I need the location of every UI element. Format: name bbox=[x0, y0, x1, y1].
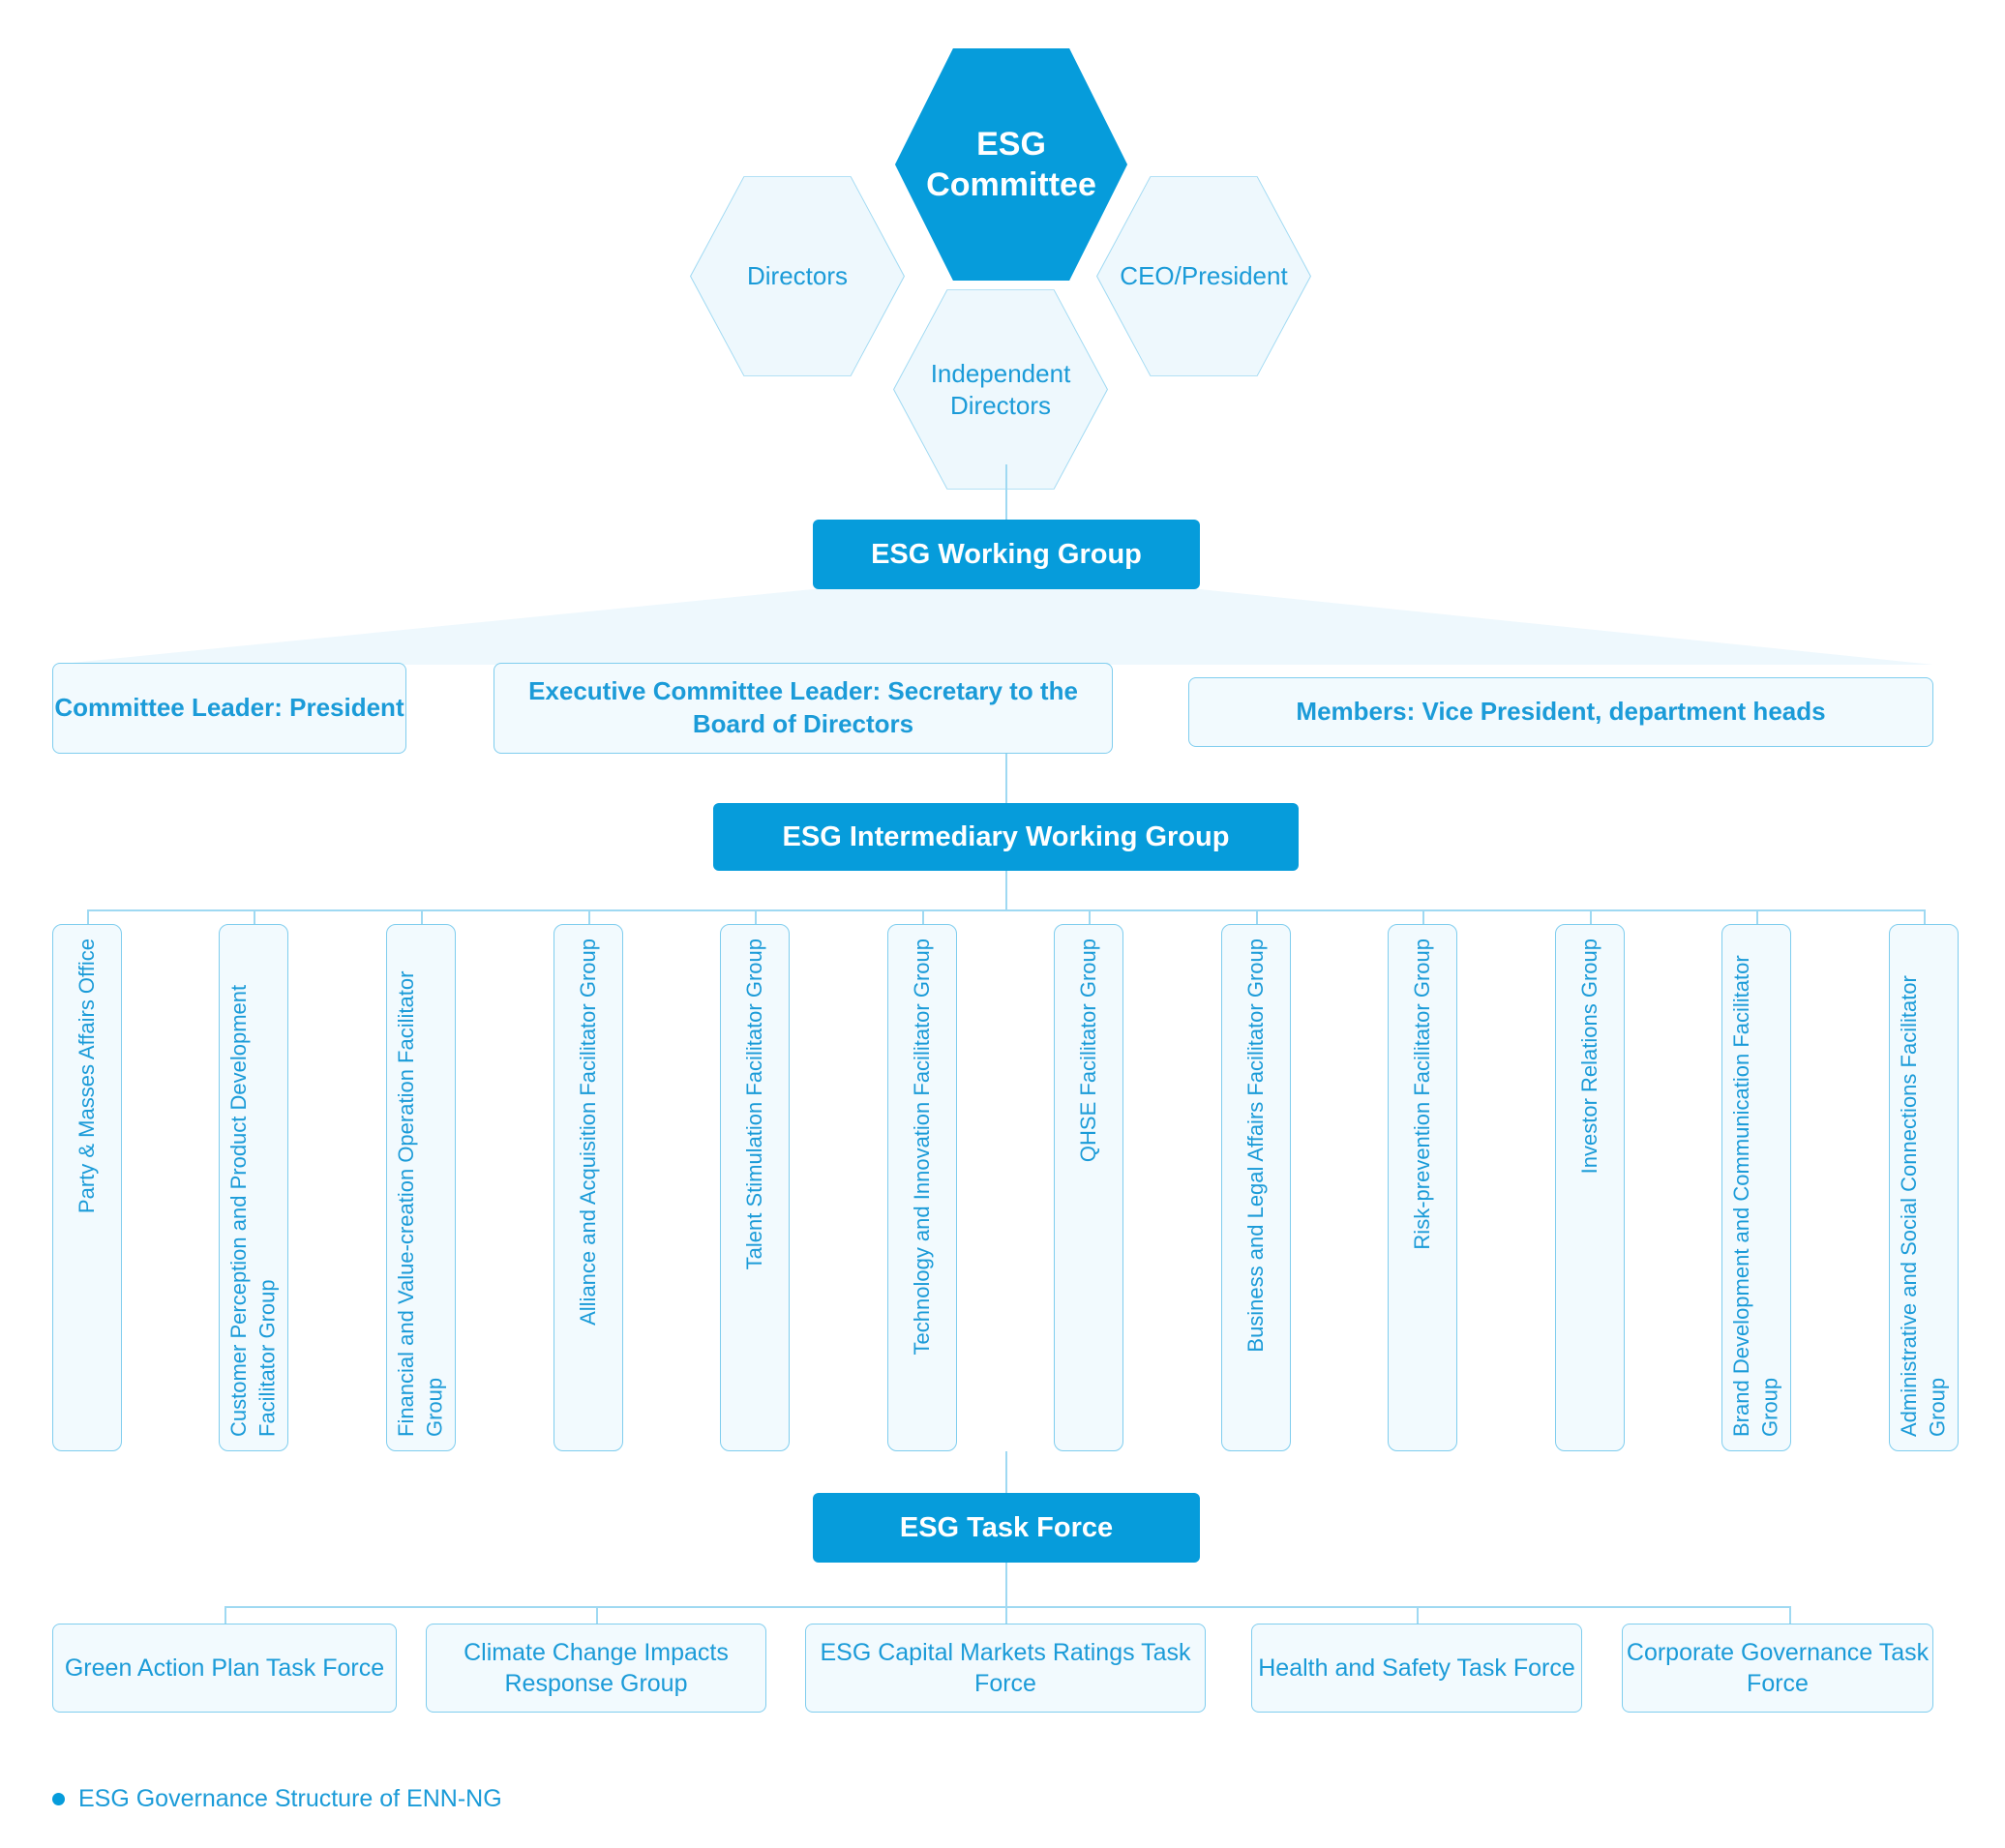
fan-connector-working-group bbox=[52, 589, 1933, 667]
group-label-9: Investor Relations Group bbox=[1577, 939, 1602, 1175]
box-esg-working-group[interactable] bbox=[813, 520, 1200, 589]
role-committee-leader[interactable] bbox=[52, 663, 406, 754]
task-force-label-2: ESG Capital Markets Ratings Task Force bbox=[820, 1638, 1191, 1697]
connector-tf-drop-0 bbox=[224, 1606, 226, 1624]
connector-drop-6 bbox=[1089, 909, 1091, 925]
connector-drop-5 bbox=[922, 909, 924, 925]
group-box-customer-perception-product-development[interactable] bbox=[219, 924, 288, 1451]
connector-drop-10 bbox=[1756, 909, 1758, 925]
task-force-green-action-plan[interactable] bbox=[52, 1624, 397, 1713]
connector-task-force-trunk bbox=[1005, 1563, 1007, 1606]
connector-task-force-bus bbox=[224, 1606, 1789, 1608]
group-box-risk-prevention[interactable] bbox=[1388, 924, 1457, 1451]
role-members[interactable] bbox=[1188, 677, 1933, 747]
connector-drop-1 bbox=[254, 909, 255, 925]
group-box-business-legal-affairs[interactable] bbox=[1221, 924, 1291, 1451]
group-box-talent-stimulation[interactable] bbox=[720, 924, 790, 1451]
role-members-label: Members: Vice President, department heads bbox=[1296, 697, 1826, 727]
connector-intermediary-bus bbox=[87, 909, 1924, 911]
connector-intermediary-trunk bbox=[1005, 871, 1007, 909]
group-label-6: QHSE Facilitator Group bbox=[1076, 939, 1101, 1163]
group-box-financial-value-creation-operation[interactable] bbox=[386, 924, 456, 1451]
group-label-5: Technology and Innovation Facilitator Group bbox=[910, 939, 935, 1356]
task-force-label-0: Green Action Plan Task Force bbox=[64, 1654, 385, 1682]
group-box-qhse[interactable] bbox=[1054, 924, 1123, 1451]
hex-independent-directors-label: Independent Directors bbox=[930, 359, 1071, 420]
group-box-brand-development-communication[interactable] bbox=[1721, 924, 1791, 1451]
task-force-climate-change-impacts[interactable] bbox=[426, 1624, 766, 1713]
connector-tf-drop-3 bbox=[1417, 1606, 1419, 1624]
task-force-health-and-safety[interactable] bbox=[1251, 1624, 1582, 1713]
connector-drop-0 bbox=[87, 909, 89, 925]
hex-directors[interactable] bbox=[690, 172, 905, 380]
group-label-4: Talent Stimulation Facilitator Group bbox=[742, 939, 767, 1270]
connector-drop-2 bbox=[421, 909, 423, 925]
group-label-2: Financial and Value-creation Operation Facilitator Group bbox=[394, 970, 447, 1437]
role-committee-leader-label: Committee Leader: President bbox=[54, 693, 404, 723]
box-esg-task-force[interactable] bbox=[813, 1493, 1200, 1563]
connector-tf-drop-4 bbox=[1789, 1606, 1791, 1624]
hex-independent-directors[interactable] bbox=[893, 285, 1108, 493]
task-force-label-4: Corporate Governance Task Force bbox=[1626, 1638, 1930, 1697]
connector-drop-3 bbox=[588, 909, 590, 925]
hex-directors-label: Directors bbox=[746, 261, 848, 291]
caption-text: ESG Governance Structure of ENN-NG bbox=[78, 1785, 502, 1812]
connector-tf-drop-2 bbox=[1005, 1606, 1007, 1624]
connector-drop-8 bbox=[1422, 909, 1424, 925]
hex-esg-committee-label: ESG Committee bbox=[926, 125, 1096, 203]
hex-ceo-president-label: CEO/President bbox=[1120, 261, 1288, 291]
group-label-0: Party & Masses Affairs Office bbox=[75, 939, 100, 1214]
box-esg-working-group-label: ESG Working Group bbox=[871, 538, 1142, 570]
group-label-11: Administrative and Social Connections Facilitator Group bbox=[1897, 975, 1950, 1437]
connector-committee-to-working-group bbox=[1005, 464, 1007, 520]
group-label-8: Risk-prevention Facilitator Group bbox=[1410, 939, 1435, 1250]
caption bbox=[52, 1785, 502, 1813]
connector-drop-9 bbox=[1590, 909, 1592, 925]
bullet-dot-icon bbox=[52, 1793, 65, 1805]
group-label-3: Alliance and Acquisition Facilitator Group bbox=[576, 939, 601, 1326]
task-force-corporate-governance[interactable] bbox=[1622, 1624, 1933, 1713]
group-box-administrative-social-connections[interactable] bbox=[1889, 924, 1959, 1451]
connector-groups-to-task-force bbox=[1005, 1451, 1007, 1493]
box-esg-intermediary-working-group-label: ESG Intermediary Working Group bbox=[782, 820, 1230, 852]
group-box-investor-relations[interactable] bbox=[1555, 924, 1625, 1451]
connector-drop-7 bbox=[1256, 909, 1258, 925]
role-executive-committee-leader[interactable] bbox=[494, 663, 1113, 754]
connector-roles-to-intermediary bbox=[1005, 754, 1007, 803]
task-force-esg-capital-markets-ratings[interactable] bbox=[805, 1624, 1206, 1713]
role-executive-committee-leader-label: Executive Committee Leader: Secretary to the Board of Directors bbox=[528, 676, 1078, 738]
group-label-1: Customer Perception and Product Development Facilitator Group bbox=[226, 984, 280, 1437]
group-box-alliance-acquisition[interactable] bbox=[554, 924, 623, 1451]
task-force-label-1: Climate Change Impacts Response Group bbox=[464, 1638, 729, 1697]
box-esg-intermediary-working-group[interactable] bbox=[713, 803, 1299, 871]
group-label-10: Brand Development and Communication Facilitator Group bbox=[1729, 955, 1782, 1437]
group-label-7: Business and Legal Affairs Facilitator Group bbox=[1243, 939, 1269, 1353]
connector-drop-11 bbox=[1924, 909, 1926, 925]
group-box-party-masses-affairs-office[interactable] bbox=[52, 924, 122, 1451]
connector-drop-4 bbox=[755, 909, 757, 925]
task-force-label-3: Health and Safety Task Force bbox=[1258, 1654, 1575, 1682]
hex-esg-committee[interactable] bbox=[895, 44, 1127, 285]
connector-tf-drop-1 bbox=[596, 1606, 598, 1624]
box-esg-task-force-label: ESG Task Force bbox=[899, 1511, 1114, 1543]
group-box-technology-innovation[interactable] bbox=[887, 924, 957, 1451]
